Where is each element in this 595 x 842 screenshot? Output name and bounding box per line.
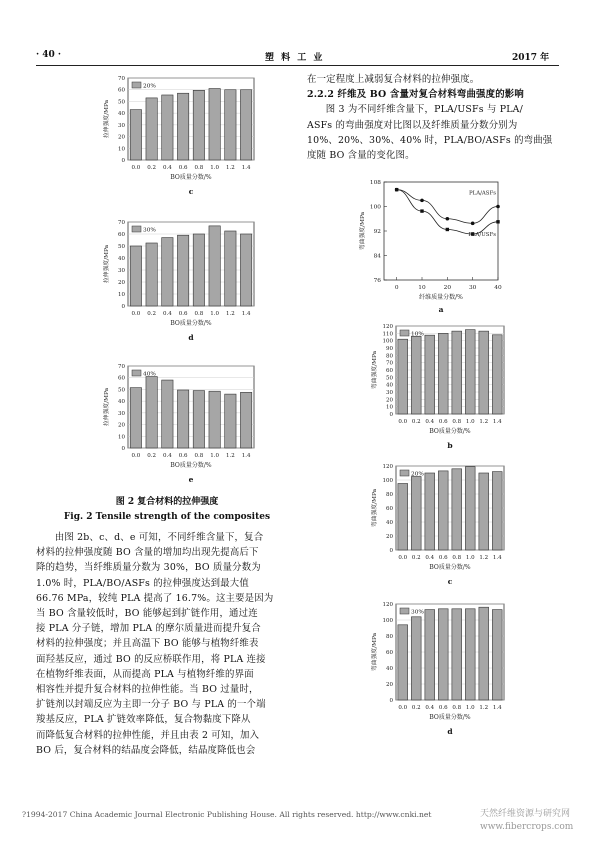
data-point xyxy=(395,188,398,191)
text-line: 当 BO 含量较低时，BO 能够起到扩链作用，通过连 xyxy=(36,608,258,620)
chart-fig3a xyxy=(352,176,512,316)
y-axis-label: 弯曲强度/MPa xyxy=(372,350,378,390)
bar xyxy=(452,609,462,700)
text-line: 由图 2b、c、d、e 可知，不同纤维含量下，复合 xyxy=(54,532,264,543)
bar xyxy=(209,391,220,448)
bar xyxy=(452,469,462,550)
y-tick-label: 92 xyxy=(373,229,381,235)
x-tick-label: 1.2 xyxy=(479,555,489,561)
page-number: · 40 · xyxy=(36,50,62,60)
legend-label: 30% xyxy=(143,227,156,234)
x-tick-label: 1.4 xyxy=(492,555,502,561)
x-tick-label: 0.4 xyxy=(425,419,435,425)
x-axis-label: BO质量分数/% xyxy=(429,428,471,435)
x-tick-label: 1.2 xyxy=(479,419,489,425)
x-tick-label: 0.0 xyxy=(131,453,141,459)
text-line: 1.0% 时，PLA/BO/ASFs 的拉伸强度达到最大值 xyxy=(36,577,249,589)
left-body-text xyxy=(36,530,298,758)
text-line: 在一定程度上减弱复合材料的拉伸强度。 xyxy=(307,74,480,85)
text-line: 10%、20%、30%、40% 时，PLA/BO/ASFs 的弯曲强 xyxy=(307,134,553,146)
bar xyxy=(209,226,220,306)
data-point xyxy=(496,220,499,223)
text-line: 材料的拉伸强度；并且高温下 BO 能够与植物纤维表 xyxy=(36,638,259,650)
x-tick-label: 1.0 xyxy=(210,311,219,317)
y-tick-label: 30 xyxy=(118,268,125,274)
chart-fig2e xyxy=(90,362,260,490)
y-axis-label: 弯曲强度/MPa xyxy=(372,632,378,672)
panel-label: e xyxy=(188,475,194,484)
y-tick-label: 110 xyxy=(382,331,393,338)
bar xyxy=(438,471,448,550)
bar xyxy=(479,607,489,700)
bar xyxy=(225,90,236,160)
bar xyxy=(425,610,435,700)
bar xyxy=(193,234,204,306)
copyright-footer: ?1994-2017 China Academic Journal Electronic Publishing House. All rights reserved. http://www.cnki.net xyxy=(22,810,432,819)
bar xyxy=(398,484,408,551)
y-tick-label: 70 xyxy=(118,76,125,82)
x-tick-label: 0.6 xyxy=(438,419,448,425)
x-tick-label: 0.4 xyxy=(163,453,172,459)
legend-swatch xyxy=(132,226,141,232)
y-tick-label: 40 xyxy=(386,520,393,526)
x-tick-label: 0.0 xyxy=(398,555,408,561)
right-body-text xyxy=(307,72,563,163)
y-tick-label: 80 xyxy=(386,353,393,360)
x-tick-label: 0.2 xyxy=(147,311,156,317)
bar xyxy=(177,93,188,160)
y-tick-label: 20 xyxy=(118,422,125,429)
series-label: PLA/ASFs xyxy=(468,190,496,197)
x-tick-label: 0.4 xyxy=(163,165,172,171)
bar xyxy=(465,609,475,700)
data-point xyxy=(420,209,423,212)
x-tick-label: 0.8 xyxy=(194,311,204,317)
x-tick-label: 0.8 xyxy=(194,165,204,171)
watermark-url: www.fibercrops.com xyxy=(480,822,574,832)
header-rule xyxy=(36,65,559,66)
y-axis-label: 拉伸强度/MPa xyxy=(104,244,110,284)
fig2-caption-cn: 图 2 复合材料的拉伸强度 xyxy=(115,497,219,507)
bar xyxy=(225,231,236,306)
bar xyxy=(225,394,236,448)
y-tick-label: 0 xyxy=(389,698,393,704)
text-line: 在植物纤维表面，从而提高 PLA 与植物纤维的界面 xyxy=(36,668,254,680)
y-tick-label: 120 xyxy=(382,464,393,470)
watermark xyxy=(480,808,573,834)
bar xyxy=(193,90,204,160)
panel-label: d xyxy=(188,333,194,342)
data-point xyxy=(446,228,449,231)
text-line: 羧基反应，PLA 扩链效率降低，复合物黏度下降从 xyxy=(36,714,251,726)
bar xyxy=(411,477,421,551)
bar xyxy=(438,333,448,414)
panel-label: c xyxy=(188,187,194,196)
y-tick-label: 40 xyxy=(118,399,125,406)
y-tick-label: 100 xyxy=(382,338,393,345)
bar xyxy=(209,89,220,160)
bar xyxy=(492,610,502,700)
y-tick-label: 84 xyxy=(373,253,381,260)
x-tick-label: 1.2 xyxy=(479,705,489,711)
x-tick-label: 1.4 xyxy=(241,453,251,459)
fig2-caption-en: Fig. 2 Tensile strength of the composites xyxy=(63,512,271,522)
x-tick-label: 10 xyxy=(418,285,426,291)
text-line: 面羟基反应，通过 BO 的反应桥联作用，将 PLA 连接 xyxy=(36,653,266,665)
panel-label: c xyxy=(447,577,453,586)
legend-swatch xyxy=(132,82,141,88)
bar xyxy=(479,473,489,550)
legend-label: 40% xyxy=(143,371,156,378)
bar xyxy=(130,246,141,306)
y-tick-label: 10 xyxy=(118,292,125,298)
y-tick-label: 120 xyxy=(382,602,393,608)
y-axis-label: 弯曲强度/MPa xyxy=(372,488,378,528)
x-tick-label: 1.0 xyxy=(210,165,219,171)
bar xyxy=(177,390,188,448)
y-tick-label: 50 xyxy=(386,375,393,382)
x-axis-label: 纤维质量分数/% xyxy=(419,294,463,301)
series-label: PLA/USFs xyxy=(468,231,496,238)
bar xyxy=(465,330,475,414)
y-tick-label: 80 xyxy=(386,634,393,640)
y-tick-label: 60 xyxy=(386,368,393,374)
data-point xyxy=(446,217,450,221)
panel-label: b xyxy=(447,441,453,450)
bar xyxy=(438,609,448,700)
y-tick-label: 50 xyxy=(118,387,125,394)
text-line: 材料的拉伸强度随 BO 含量的增加均出现先提高后下 xyxy=(36,547,259,559)
y-tick-label: 60 xyxy=(386,506,393,512)
y-tick-label: 0 xyxy=(389,412,393,418)
data-point xyxy=(496,205,500,209)
x-tick-label: 0.2 xyxy=(147,165,156,171)
bar xyxy=(425,335,435,414)
y-tick-label: 70 xyxy=(118,220,125,226)
x-tick-label: 0.8 xyxy=(452,555,462,561)
text-line: BO 后，复合材料的结晶度会降低，结晶度降低也会 xyxy=(36,744,256,756)
y-tick-label: 20 xyxy=(118,280,125,286)
journal-title: 塑 料 工 业 xyxy=(265,53,325,63)
y-tick-label: 0 xyxy=(389,548,393,554)
x-tick-label: 0.2 xyxy=(411,419,421,425)
x-tick-label: 0.0 xyxy=(131,165,141,171)
y-tick-label: 0 xyxy=(121,446,125,452)
x-tick-label: 1.4 xyxy=(241,311,251,317)
x-tick-label: 0.6 xyxy=(178,165,188,171)
legend-label: 30% xyxy=(411,609,424,616)
y-tick-label: 50 xyxy=(118,99,125,106)
y-axis-label: 拉伸强度/MPa xyxy=(104,99,110,139)
panel-label: d xyxy=(447,727,453,736)
y-tick-label: 20 xyxy=(386,397,393,404)
x-tick-label: 0.8 xyxy=(452,419,462,425)
x-tick-label: 0.6 xyxy=(438,705,448,711)
text-line: 降的趋势，当纤维质量分数为 30%，BO 质量分数为 xyxy=(36,562,261,574)
bar xyxy=(492,472,502,550)
bar xyxy=(130,388,141,448)
y-tick-label: 100 xyxy=(382,478,393,484)
text-line: ASFs 的弯曲强度对比图以及纤维质量分数分别为 xyxy=(307,119,518,131)
y-tick-label: 20 xyxy=(386,534,393,540)
y-tick-label: 70 xyxy=(118,364,125,370)
y-tick-label: 60 xyxy=(118,87,125,94)
text-line: 扩链剂以封端反应为主即一分子 BO 与 PLA 的一个端 xyxy=(36,699,266,711)
x-tick-label: 1.0 xyxy=(465,705,475,711)
x-tick-label: 0.0 xyxy=(398,705,408,711)
bar xyxy=(162,380,173,448)
watermark-cn: 天然纤维资源与研究网 xyxy=(480,809,571,819)
text-line: 度随 BO 含量的变化图。 xyxy=(307,150,415,162)
x-tick-label: 0.4 xyxy=(163,311,172,317)
y-tick-label: 90 xyxy=(386,346,393,352)
y-tick-label: 40 xyxy=(386,666,393,672)
x-tick-label: 0.4 xyxy=(425,705,435,711)
series-line xyxy=(397,190,498,234)
x-tick-label: 0.6 xyxy=(178,453,188,459)
bar xyxy=(146,243,157,306)
bar xyxy=(162,238,173,306)
bar xyxy=(411,336,421,414)
y-tick-label: 108 xyxy=(369,180,381,186)
bar xyxy=(240,90,251,160)
bar xyxy=(452,331,462,414)
legend-swatch xyxy=(400,608,409,614)
y-tick-label: 10 xyxy=(118,434,125,441)
y-tick-label: 40 xyxy=(118,256,125,262)
chart-fig3c xyxy=(358,462,510,592)
section-heading: 2.2.2 纤维及 BO 含量对复合材料弯曲强度的影响 xyxy=(307,89,524,101)
text-line: 接 PLA 分子链，增加 PLA 的摩尔质量进而提升复合 xyxy=(36,623,261,635)
x-axis-label: BO质量分数/% xyxy=(170,320,212,327)
text-line: 而降低复合材料的拉伸性能，并且由表 2 可知，加入 xyxy=(36,729,260,741)
x-tick-label: 0.8 xyxy=(452,705,462,711)
y-tick-label: 76 xyxy=(373,278,381,284)
text-line: 66.76 MPa，较纯 PLA 提高了 16.7%。这主要是因为 xyxy=(36,592,274,604)
y-tick-label: 30 xyxy=(118,410,125,417)
y-tick-label: 0 xyxy=(121,304,125,310)
y-tick-label: 120 xyxy=(382,324,393,330)
bar xyxy=(146,98,157,160)
x-tick-label: 0.6 xyxy=(438,555,448,561)
x-tick-label: 1.4 xyxy=(492,419,502,425)
x-tick-label: 1.2 xyxy=(226,165,235,171)
legend-label: 20% xyxy=(411,471,424,478)
y-tick-label: 10 xyxy=(386,404,393,411)
data-point xyxy=(471,222,475,226)
bar xyxy=(465,467,475,550)
y-tick-label: 100 xyxy=(382,618,393,624)
x-tick-label: 0.4 xyxy=(425,555,435,561)
y-tick-label: 10 xyxy=(118,146,125,153)
x-tick-label: 0.0 xyxy=(398,419,408,425)
x-axis-label: BO质量分数/% xyxy=(429,564,471,571)
bar xyxy=(146,377,157,448)
y-tick-label: 40 xyxy=(118,111,125,118)
y-tick-label: 30 xyxy=(386,390,393,396)
bar xyxy=(130,110,141,160)
text-line: 图 3 为不同纤维含量下，PLA/USFs 与 PLA/ xyxy=(325,104,523,116)
x-tick-label: 30 xyxy=(468,285,477,291)
x-tick-label: 1.0 xyxy=(465,555,475,561)
x-tick-label: 1.0 xyxy=(210,453,219,459)
bar xyxy=(398,625,408,700)
chart-fig3d xyxy=(358,600,510,742)
bar xyxy=(479,331,489,414)
bar xyxy=(240,234,251,306)
x-axis-label: BO质量分数/% xyxy=(170,174,212,181)
x-axis-label: BO质量分数/% xyxy=(170,462,212,469)
y-tick-label: 60 xyxy=(386,650,393,656)
x-tick-label: 40 xyxy=(494,285,502,291)
bar xyxy=(193,391,204,448)
y-tick-label: 50 xyxy=(118,244,125,250)
x-tick-label: 1.4 xyxy=(241,165,251,171)
y-tick-label: 20 xyxy=(118,134,125,141)
y-tick-label: 100 xyxy=(369,204,381,211)
legend-swatch xyxy=(400,330,409,336)
header-year: 2017 年 xyxy=(512,53,550,63)
y-tick-label: 20 xyxy=(386,682,393,688)
y-tick-label: 60 xyxy=(118,375,125,382)
bar xyxy=(425,473,435,550)
y-tick-label: 0 xyxy=(121,158,125,164)
legend-swatch xyxy=(132,370,141,376)
legend-label: 20% xyxy=(143,83,156,90)
x-tick-label: 0.2 xyxy=(147,453,156,459)
x-tick-label: 20 xyxy=(443,285,452,291)
x-tick-label: 0.0 xyxy=(131,311,141,317)
data-point xyxy=(420,199,424,203)
text-line: 相容性并提升复合材料的拉伸性能。当 BO 过量时， xyxy=(36,684,259,696)
x-tick-label: 0.6 xyxy=(178,311,188,317)
x-tick-label: 1.2 xyxy=(226,453,235,459)
chart-fig2c xyxy=(90,74,260,202)
x-tick-label: 0.2 xyxy=(411,705,421,711)
bar xyxy=(177,235,188,306)
chart-fig3b xyxy=(358,322,510,456)
x-tick-label: 0 xyxy=(394,285,399,291)
legend-label: 10% xyxy=(411,331,424,338)
x-tick-label: 1.2 xyxy=(226,311,235,317)
y-axis-label: 拉伸强度/MPa xyxy=(104,387,110,427)
bar xyxy=(398,339,408,414)
y-tick-label: 40 xyxy=(386,382,393,389)
y-tick-label: 80 xyxy=(386,492,393,498)
x-tick-label: 0.8 xyxy=(194,453,204,459)
bar xyxy=(162,95,173,160)
y-tick-label: 60 xyxy=(118,232,125,238)
bar xyxy=(240,392,251,448)
y-axis-label: 弯曲强度/MPa xyxy=(360,211,366,251)
x-tick-label: 0.2 xyxy=(411,555,421,561)
x-tick-label: 1.0 xyxy=(465,419,475,425)
x-axis-label: BO质量分数/% xyxy=(429,714,471,721)
bar xyxy=(411,617,421,700)
y-tick-label: 30 xyxy=(118,122,125,129)
legend-swatch xyxy=(400,470,409,476)
panel-label: a xyxy=(438,305,444,314)
x-tick-label: 1.4 xyxy=(492,705,502,711)
bar xyxy=(492,335,502,414)
chart-fig2d xyxy=(90,218,260,348)
y-tick-label: 70 xyxy=(386,360,393,367)
